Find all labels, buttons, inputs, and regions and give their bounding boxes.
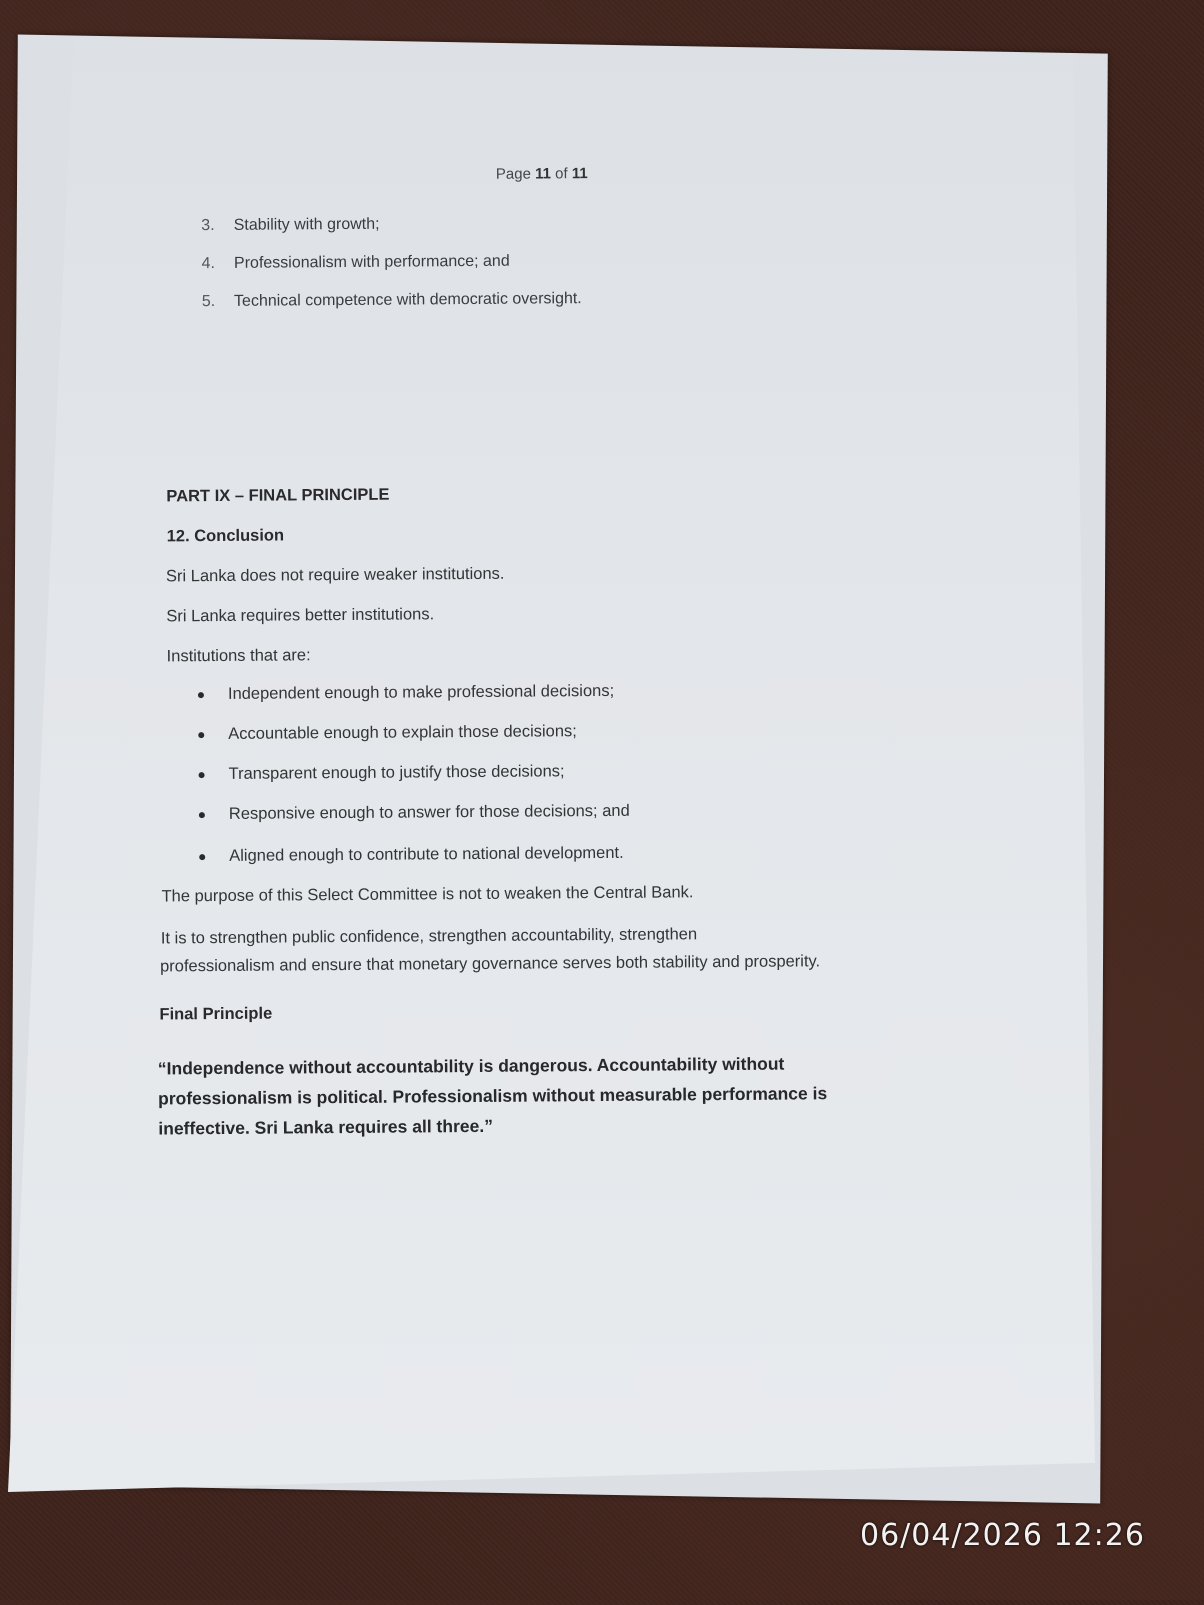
page-number-header: [496, 165, 588, 183]
paragraph-line: professionalism and ensure that monetary governance serves both stability and prosperity.: [160, 952, 821, 976]
section-heading: 12. Conclusion: [166, 526, 285, 546]
page-of: of: [555, 165, 568, 183]
bullet-dot: [199, 772, 205, 778]
final-principle-quote: [158, 1047, 959, 1143]
quote-line: “Independence without accountability is dangerous. Accountability without: [157, 1053, 785, 1079]
page-label: Page: [495, 165, 531, 183]
bullet-item: [199, 844, 624, 866]
bullet-text: Accountable enough to explain those decisions;: [228, 722, 577, 743]
page-total: 11: [571, 165, 588, 183]
numbered-item: [201, 216, 379, 235]
bullet-text: Aligned enough to contribute to national development.: [229, 843, 624, 865]
final-principle-heading: Final Principle: [159, 1004, 273, 1024]
quote-line: ineffective. Sri Lanka requires all three.”: [158, 1115, 493, 1139]
bullet-text: Transparent enough to justify those decisions;: [228, 762, 565, 783]
numbered-item: [201, 253, 509, 273]
photo-timestamp: 06/04/2026 12:26: [860, 1518, 1145, 1553]
paragraph: Institutions that are:: [166, 646, 311, 666]
bullet-dot: [198, 692, 204, 698]
paragraph-line: It is to strengthen public confidence, strengthen accountability, strengthen: [160, 925, 698, 948]
paragraph: Sri Lanka requires better institutions.: [166, 605, 435, 626]
item-text: Technical competence with democratic oversight.: [233, 290, 582, 310]
item-number: 4.: [201, 255, 215, 273]
paragraph: The purpose of this Select Committee is not to weaken the Central Bank.: [161, 883, 694, 906]
bullet-item: [199, 802, 630, 824]
item-number: 5.: [201, 293, 216, 311]
page-current: 11: [535, 165, 552, 183]
bullet-item: [198, 682, 614, 704]
bullet-text: Independent enough to make professional decisions;: [227, 681, 615, 703]
quote-line: professionalism is political. Professionalism without measurable performance is: [158, 1083, 828, 1109]
item-text: Professionalism with performance; and: [233, 252, 510, 272]
part-heading: PART IX – FINAL PRINCIPLE: [166, 485, 390, 506]
bullet-item: [198, 722, 577, 744]
numbered-item: [202, 290, 582, 311]
bullet-text: Responsive enough to answer for those decisions; and: [228, 801, 630, 823]
bullet-dot: [198, 732, 204, 738]
bullet-dot: [199, 854, 205, 860]
item-number: 3.: [201, 217, 215, 235]
item-text: Stability with growth;: [233, 215, 380, 234]
bullet-dot: [199, 812, 205, 818]
paragraph: Sri Lanka does not require weaker institutions.: [165, 564, 505, 586]
bullet-item: [198, 762, 564, 784]
